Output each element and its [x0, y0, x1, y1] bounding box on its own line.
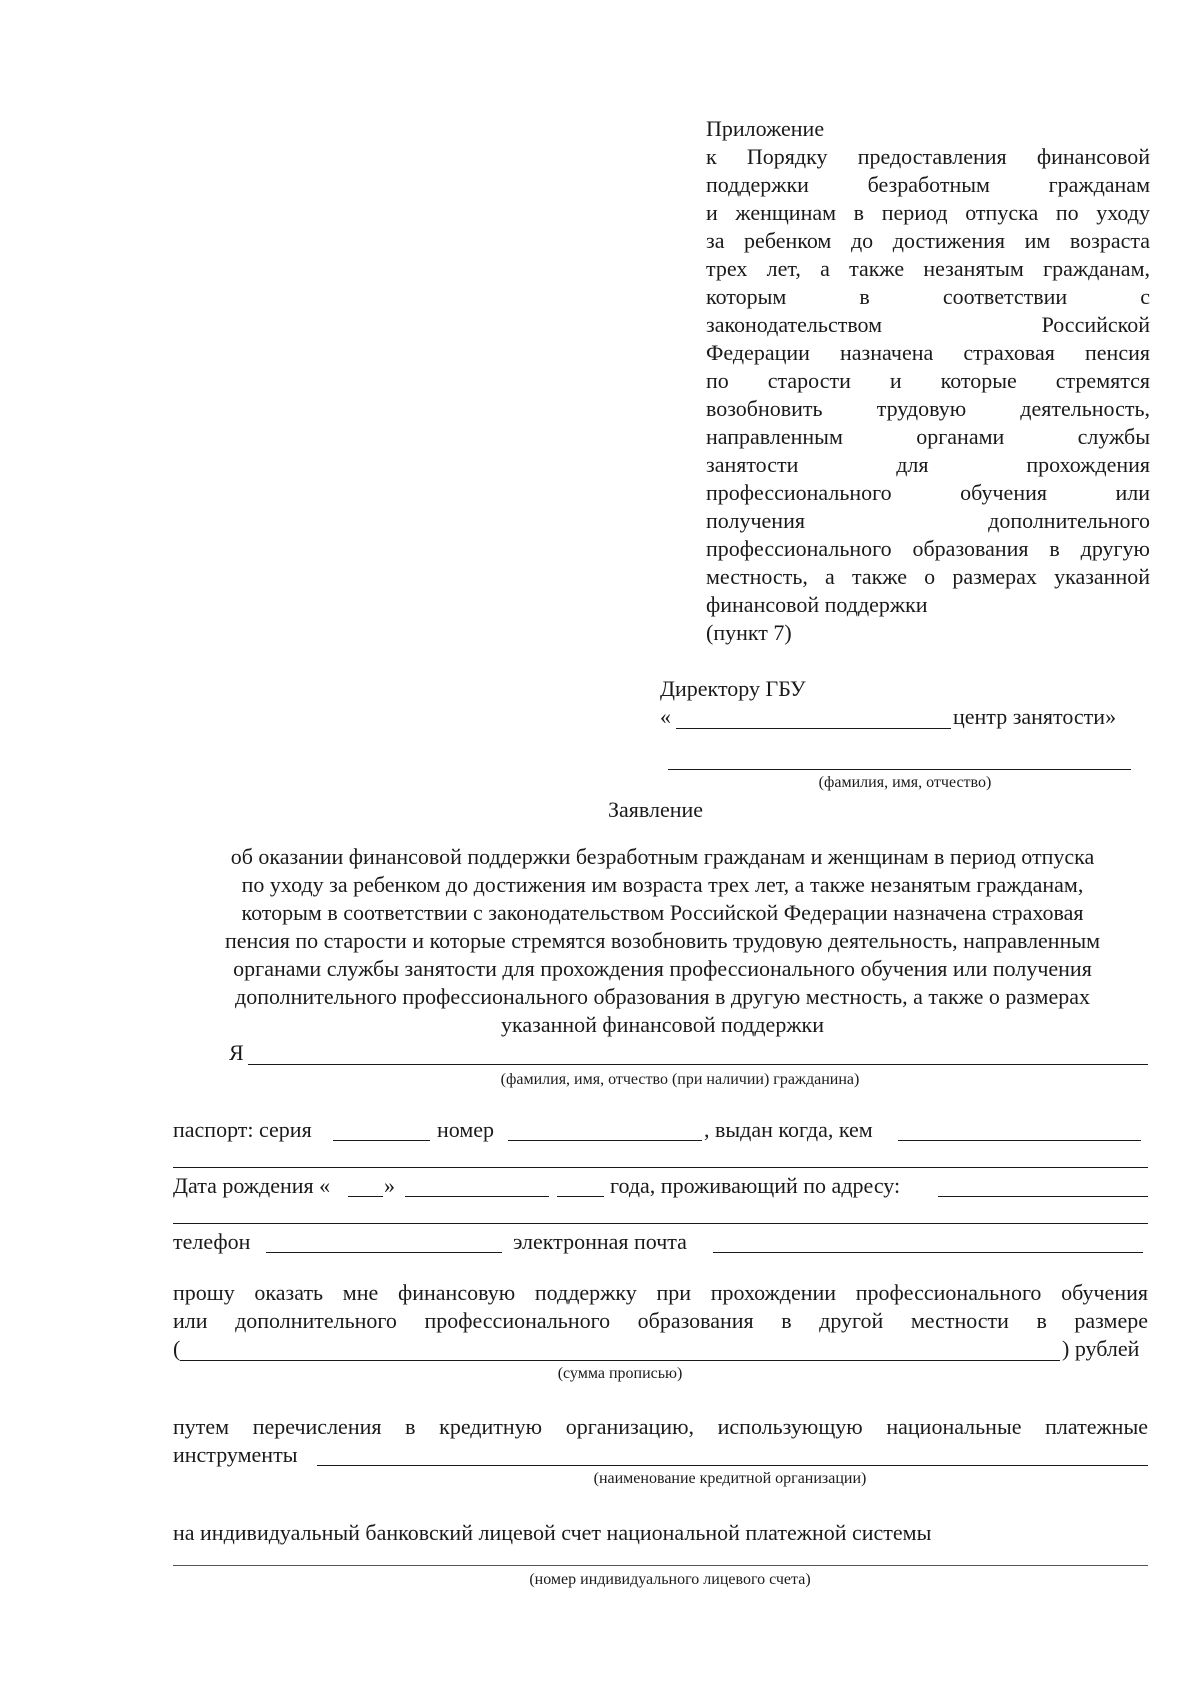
email-field[interactable]: [713, 1252, 1143, 1253]
bank-caption: (наименование кредитной организации): [593, 1470, 867, 1487]
appendix-line: к Порядку предоставления финансовой: [706, 144, 1150, 169]
birth-date-label: Дата рождения «: [173, 1173, 331, 1198]
birth-month-field[interactable]: [405, 1196, 549, 1197]
passport-issued-field-cont[interactable]: [173, 1167, 1148, 1168]
address-field-cont[interactable]: [173, 1223, 1148, 1224]
birth-year-label: года, проживающий по адресу:: [610, 1173, 901, 1198]
statement-subject-line: дополнительного профессионального образования в другую местность, а также о размерах: [235, 984, 1090, 1009]
fio-caption: (фамилия, имя, отчество): [818, 774, 992, 791]
account-caption: (номер индивидуального лицевого счета): [529, 1571, 811, 1588]
appendix-line: и женщинам в период отпуска по уходу: [706, 200, 1150, 225]
appendix-item: (пункт 7): [706, 620, 792, 645]
transfer-line-2: инструменты: [173, 1442, 298, 1467]
statement-subject-line: которым в соответствии с законодательством Российской Федерации назначена страховая: [241, 900, 1084, 925]
bank-name-field[interactable]: [317, 1465, 1148, 1466]
birth-day-field[interactable]: [348, 1196, 383, 1197]
applicant-name-field[interactable]: [248, 1064, 1148, 1065]
applicant-name-caption: (фамилия, имя, отчество (при наличии) гражданина): [500, 1071, 860, 1088]
passport-series-field[interactable]: [333, 1140, 430, 1141]
appendix-line: которым в соответствии с: [706, 284, 1150, 309]
appendix-body: [706, 143, 1150, 591]
statement-subject-line: пенсия по старости и которые стремятся возобновить трудовую деятельность, направленным: [224, 928, 1101, 953]
passport-number-label: номер: [437, 1117, 495, 1142]
amount-in-words-field[interactable]: [180, 1360, 1060, 1361]
amount-close-label: ) рублей: [1062, 1336, 1140, 1361]
birth-quote-close: »: [384, 1173, 395, 1198]
appendix-line: получения дополнительного: [706, 508, 1150, 533]
appendix-line: местность, а также о размерах указанной: [706, 564, 1150, 589]
appendix-line: трех лет, а также незанятым гражданам,: [706, 256, 1150, 281]
statement-subject-line: об оказании финансовой поддержки безработным гражданам и женщинам в период отпуска: [230, 844, 1095, 869]
transfer-line-1: путем перечисления в кредитную организацию, использующую национальные платежные: [173, 1414, 1148, 1439]
appendix-line: за ребенком до достижения им возраста: [706, 228, 1150, 253]
statement-subject-line: по уходу за ребенком до достижения им возраста трех лет, а также незанятым гражданам,: [241, 872, 1084, 897]
center-name-field[interactable]: [676, 728, 951, 729]
passport-number-field[interactable]: [508, 1140, 702, 1141]
phone-label: телефон: [173, 1229, 251, 1254]
request-line-2: или дополнительного профессионального образования в другой местности в размере: [173, 1308, 1148, 1333]
statement-title: Заявление: [608, 797, 704, 822]
addressee-open-quote: «: [660, 704, 671, 729]
passport-series-label: паспорт: серия: [173, 1117, 312, 1142]
passport-issued-field[interactable]: [898, 1140, 1141, 1141]
addressee-director: Директору ГБУ: [660, 676, 806, 701]
passport-issued-label: , выдан когда, кем: [704, 1117, 873, 1142]
amount-caption: (сумма прописью): [557, 1365, 683, 1382]
statement-subject-line: органами службы занятости для прохождения профессионального обучения или получения: [233, 956, 1092, 981]
appendix-line: профессионального обучения или: [706, 480, 1150, 505]
appendix-line: возобновить трудовую деятельность,: [706, 396, 1150, 421]
email-label: электронная почта: [513, 1229, 687, 1254]
account-line: на индивидуальный банковский лицевой счет национальной платежной системы: [173, 1520, 932, 1545]
addressee-center-suffix: центр занятости»: [953, 704, 1117, 729]
appendix-line: профессионального образования в другую: [706, 536, 1150, 561]
appendix-line: занятости для прохождения: [706, 452, 1150, 477]
address-field[interactable]: [938, 1196, 1148, 1197]
statement-subject-line: указанной финансовой поддержки: [501, 1012, 824, 1037]
director-fio-field[interactable]: [668, 769, 1131, 770]
appendix-line: поддержки безработным гражданам: [706, 172, 1150, 197]
statement-subject: [150, 843, 1175, 1039]
appendix-line: Федерации назначена страховая пенсия: [706, 340, 1150, 365]
phone-field[interactable]: [266, 1252, 502, 1253]
birth-year-field[interactable]: [557, 1196, 604, 1197]
appendix-line: по старости и которые стремятся: [706, 368, 1150, 393]
amount-open-paren: (: [173, 1336, 181, 1361]
request-line-1: прошу оказать мне финансовую поддержку при прохождении профессионального обучения: [173, 1280, 1148, 1305]
appendix-line: законодательством Российской: [706, 312, 1150, 337]
appendix-line: направленным органами службы: [706, 424, 1150, 449]
i-label: Я: [229, 1040, 244, 1065]
account-number-field[interactable]: [173, 1565, 1148, 1566]
appendix-last-line: финансовой поддержки: [706, 592, 928, 617]
appendix-title: Приложение: [706, 116, 825, 141]
